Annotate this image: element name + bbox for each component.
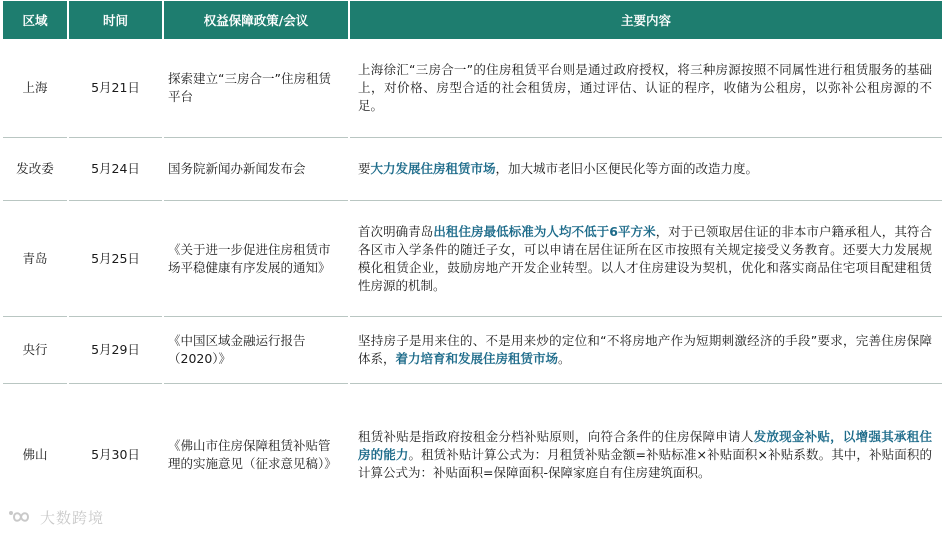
date-cell: 5月24日 bbox=[69, 138, 162, 201]
region-cell: 发改委 bbox=[3, 138, 67, 201]
content-text: 坚持房子是用来住的、不是用来炒的定位和“不将房地产作为短期刺激经济的手段”要求，完善住房保障体系， bbox=[358, 333, 932, 366]
region-cell: 央行 bbox=[3, 317, 67, 384]
content-cell bbox=[350, 138, 942, 201]
content-text: 上海徐汇“三房合一”的住房租赁平台则是通过政府授权，将三种房源按照不同属性进行租赁服务的基础上，对价格、房型合适的社会租赁房，通过评估、认证的程序，收储为公租房，以弥补公租房源的不足。 bbox=[358, 62, 932, 113]
infinity-logo-icon bbox=[6, 508, 36, 526]
table-header bbox=[3, 1, 942, 39]
content-text: 首次明确青岛 bbox=[358, 223, 434, 239]
date-cell: 5月21日 bbox=[69, 39, 162, 138]
date-cell: 5月25日 bbox=[69, 201, 162, 317]
header-date: 时间 bbox=[69, 1, 162, 39]
content-text: 租赁补贴是指政府按租金分档补贴原则，向符合条件的住房保障申请人 bbox=[358, 429, 754, 444]
content-highlight: 大力发展住房租赁市场 bbox=[370, 161, 496, 176]
policy-cell: 探索建立“三房合一”住房租赁平台 bbox=[164, 39, 348, 138]
date-cell: 5月29日 bbox=[69, 317, 162, 384]
policy-cell: 国务院新闻办新闻发布会 bbox=[164, 138, 348, 201]
date-cell: 5月30日 bbox=[91, 447, 140, 462]
content-highlight: 着力培育和发展住房租赁市场 bbox=[395, 351, 559, 366]
policy-cell: 《佛山市住房保障租赁补贴管理的实施意见（征求意见稿）》 bbox=[168, 438, 337, 471]
policy-cell: 《关于进一步促进住房租赁市场平稳健康有序发展的通知》 bbox=[164, 201, 348, 317]
table-row bbox=[3, 39, 942, 138]
content-text: 。租赁补贴计算公式为：月租赁补贴金额=补贴标准×补贴面积×补贴系数。其中，补贴面积的计算公式为：补贴面积=保障面积-保障家庭自有住房建筑面积。 bbox=[358, 447, 932, 480]
policy-cell: 《中国区域金融运行报告（2020）》 bbox=[164, 317, 348, 384]
policy-table bbox=[1, 1, 944, 526]
content-highlight: 发放现金补贴，以增强其承租住房的能力 bbox=[358, 429, 932, 462]
region-cell: 上海 bbox=[3, 39, 67, 138]
header-policy: 权益保障政策/会议 bbox=[164, 1, 348, 39]
content-cell bbox=[350, 384, 942, 526]
watermark-text: 大数跨境 bbox=[40, 508, 105, 527]
content-text: ，对于已领取居住证的非本市户籍承租人，其符合各区市入学条件的随迁子女，可以申请在居住证所在区市按照有关规定接受义务教育。还要大力发展规模化租赁企业，鼓励房地产开发企业转型。以人才住房建设为契机，优化和落实商品住宅项目配建租赁性房源的机制。 bbox=[358, 223, 932, 293]
region-cell: 佛山 bbox=[22, 447, 48, 462]
header-region: 区域 bbox=[3, 1, 67, 39]
watermark bbox=[6, 505, 104, 529]
content-cell bbox=[350, 39, 942, 138]
content-text: 要 bbox=[358, 161, 371, 176]
header-content: 主要内容 bbox=[350, 1, 942, 39]
table-row bbox=[3, 138, 942, 201]
table-row bbox=[3, 317, 942, 384]
content-text: ，加大城市老旧小区便民化等方面的改造力度。 bbox=[495, 161, 759, 176]
content-cell bbox=[350, 201, 942, 317]
region-cell: 青岛 bbox=[3, 201, 67, 317]
table-row bbox=[3, 201, 942, 317]
content-highlight: 出租住房最低标准为人均不低于6平方米 bbox=[433, 223, 656, 239]
table-row bbox=[3, 384, 942, 526]
content-text: 。 bbox=[558, 351, 571, 366]
content-cell bbox=[350, 317, 942, 384]
